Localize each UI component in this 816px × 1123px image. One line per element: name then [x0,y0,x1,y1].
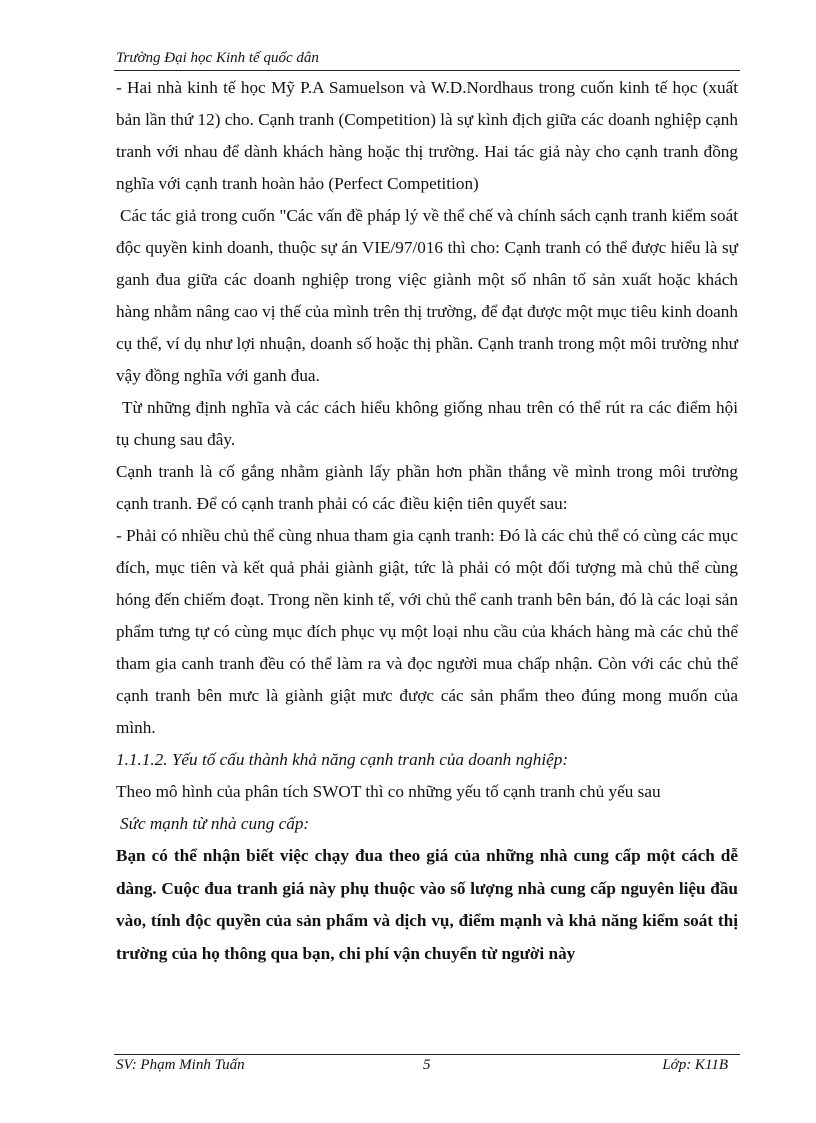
section-heading: 1.1.1.2. Yếu tố cấu thành khả năng cạnh tranh của doanh nghiệp: [116,750,569,769]
paragraph-conditions: - Phải có nhiều chủ thể cùng nhua tham gia cạnh tranh: Đó là các chủ thể có cùng các mục đích, mục tiên và kết quả phải giành giật, tức là phải có một đối tượng mà chủ thể cùng hóng đến chiếm đoạt. Trong nền kinh tế, với chủ thể canh tranh bên bán, đó là các loại sản phẩm tưng tự có cùng mục đích phục vụ một loại nhu cầu của khách hàng mà các chủ thể tham gia canh tranh đều có thể làm ra và đọc người mua chấp nhận. Còn với các chủ thể cạnh tranh bên mưc là giành giật mưc được các sản phẩm theo đúng mong muốn của mình. [116,526,738,737]
paragraph-vie-project: Các tác giả trong cuốn "Các vấn đề pháp lý về thể chế và chính sách cạnh tranh kiểm soát độc quyền kinh doanh, thuộc sự án VIE/97/016 thì cho: Cạnh tranh có thể được hiểu là sự ganh đua giữa các doanh nghiệp trong việc giành một số nhân tố sản xuất hoặc khách hàng nhằm nâng cao vị thế của mình trên thị trường, để đạt được một mục tiêu kinh doanh cụ thể, ví dụ như lợi nhuận, doanh số hoặc thị phần. Cạnh tranh trong một môi trường như vậy đồng nghĩa với ganh đua. [116,206,738,385]
paragraph-supplier-power: Bạn có thể nhận biết việc chạy đua theo giá của những nhà cung cấp một cách dễ dàng. Cuộc đua tranh giá này phụ thuộc vào số lượng nhà cung cấp nguyên liệu đầu vào, tính độc quyền của sản phẩm và dịch vụ, điểm mạnh và khả năng kiểm soát thị trường của họ thông qua bạn, chi phí vận chuyển từ người này [116,846,738,963]
footer-class: Lớp: K11B [662,1057,728,1073]
paragraph-competition-definition: Cạnh tranh là cố gắng nhằm giành lấy phần hơn phần thắng về mình trong môi trường cạnh tranh. Để có cạnh tranh phải có các điều kiện tiên quyết sau: [116,462,738,513]
footer-page-number: 5 [423,1057,431,1073]
footer-divider [114,1054,740,1055]
subsection-heading: Sức mạnh từ nhà cung cấp: [120,814,310,833]
footer-student-name: SV: Phạm Minh Tuấn [116,1057,245,1073]
paragraph-swot: Theo mô hình của phân tích SWOT thì co những yếu tố cạnh tranh chủ yếu sau [116,782,661,801]
running-header: Trường Đại học Kinh tế quốc dân [116,50,319,66]
document-body [116,72,738,970]
header-divider [114,70,740,71]
paragraph-conclusion-intro: Từ những định nghĩa và các cách hiểu không giống nhau trên có thể rút ra các điểm hội tụ chung sau đây. [116,398,738,449]
paragraph-samuelson: - Hai nhà kinh tế học Mỹ P.A Samuelson và W.D.Nordhaus trong cuốn kinh tế học (xuất bản lần thứ 12) cho. Cạnh tranh (Competition) là sự kình địch giữa các doanh nghiệp cạnh tranh với nhau để dành khách hàng hoặc thị trường. Hai tác giả này cho cạnh tranh đồng nghĩa với cạnh tranh hoàn hảo (Perfect Competition) [116,78,738,193]
